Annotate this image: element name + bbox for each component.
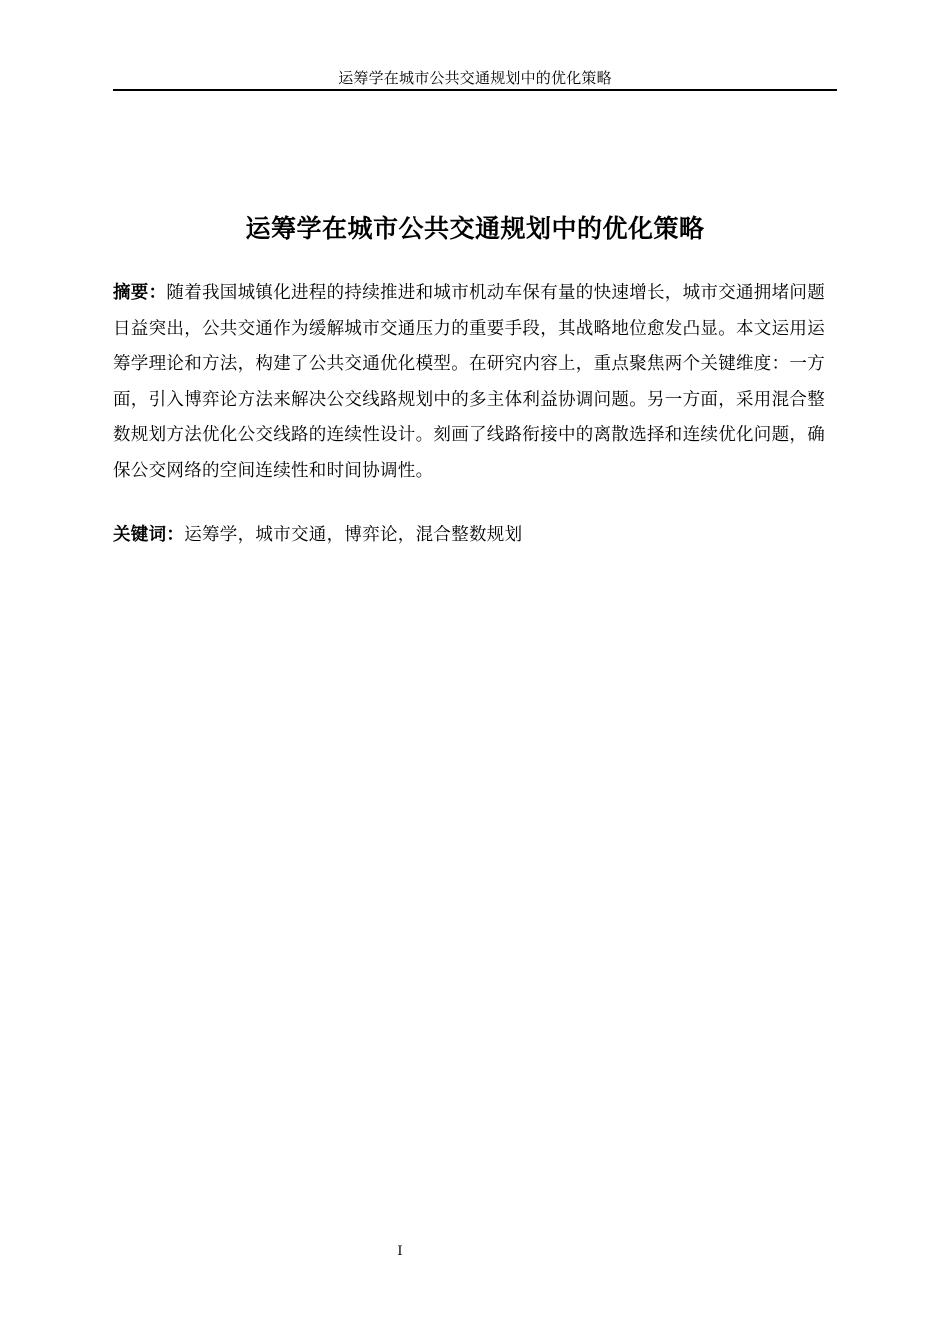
abstract-text: 随着我国城镇化进程的持续推进和城市机动车保有量的快速增长，城市交通拥堵问题日益突出，公共交通作为缓解城市交通压力的重要手段，其战略地位愈发凸显。本文运用运筹学理论和方法，构建了公共交通优化模型。在研究内容上，重点聚焦两个关键维度：一方面，引入博弈论方法来解决公交线路规划中的多主体利益协调问题。另一方面，采用混合整数规划方法优化公交线路的连续性设计。刻画了线路衔接中的离散选择和连续优化问题，确保公交网络的空间连续性和时间协调性。 [113,283,826,481]
header-rule [113,89,837,91]
keywords-label: 关键词： [113,525,185,545]
abstract-label: 摘要： [113,283,167,303]
abstract-paragraph [113,276,825,489]
page-number: I [397,1244,403,1259]
keywords-line [113,518,825,554]
document-title: 运筹学在城市公共交通规划中的优化策略 [245,214,705,243]
keywords-text: 运筹学，城市交通，博弈论，混合整数规划 [184,525,523,545]
running-header: 运筹学在城市公共交通规划中的优化策略 [338,69,612,87]
